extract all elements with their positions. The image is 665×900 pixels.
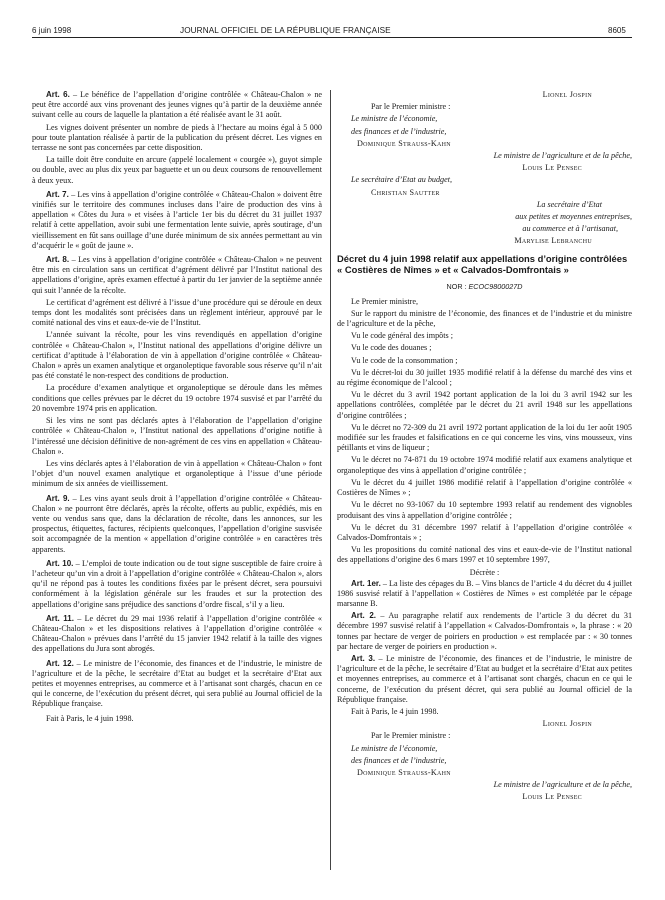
- secretary-budget-title: Le secrétaire d’Etat au budget,: [351, 175, 453, 185]
- header-rule: [32, 37, 632, 38]
- signature-prime-minister-2: Lionel Jospin: [542, 719, 592, 729]
- header-title: JOURNAL OFFICIEL DE LA RÉPUBLIQUE FRANÇAISE: [180, 26, 391, 35]
- decree-article-1-heading: Art. 1er.: [351, 578, 381, 588]
- decree-article-3-heading: Art. 3.: [351, 653, 376, 663]
- article-10-p1: [32, 559, 322, 610]
- article-9-p1: [32, 494, 322, 555]
- secretary-sme-line1: La secrétaire d’Etat: [536, 199, 602, 209]
- decree-article-2-heading: Art. 2.: [351, 611, 376, 621]
- visa-4: Vu le code de la consommation ;: [351, 355, 458, 365]
- article-8-p2: Le certificat d’agrément est délivré à l’issue d’une procédure qui se déroule en deux temps dont les modalités sont précisées dans un règlement intérieur, approuvé par le comité national des vins et eaux-de-vie de l’Institut.: [32, 297, 322, 328]
- article-8-p1: [32, 255, 322, 296]
- article-8-p6: Les vins déclarés aptes à l’élaboration de vin à appellation « Château-Chalon » font l’objet d’un nouvel examen analytique et organoleptique à l’issue d’une période minimum de six années de vieillissement.: [32, 458, 322, 489]
- article-6-text: – Le bénéfice de l’appellation d’origine contrôlée « Château-Chalon » ne peut être accordé aux vins provenant des jeunes vignes qu’à partir de la deuxième année suivant celle au cours de laquelle la plantation a été réalisée avant le 31 août.: [32, 90, 322, 120]
- minister-economy-2-name: Dominique Strauss-Kahn: [357, 767, 451, 777]
- decree-article-1: [337, 579, 632, 610]
- decree-title: Décret du 4 juin 1998 relatif aux appellations d’origine contrôlées « Costières de Nîmes » et « Calvados-Domfrontais »: [337, 252, 628, 276]
- article-6-p1: [32, 90, 322, 121]
- article-8-p5: Si les vins ne sont pas déclarés aptes à l’élaboration de l’appellation d’origine contrôlée « Château-Chalon », l’Institut national des appellations d’origine notifie à l’intéressé une décision définitive de non-agrément de ces vins en appellation « Château-Chalon ».: [32, 416, 322, 456]
- article-7-p1: [32, 190, 322, 251]
- visa-7: Vu le décret no 72-309 du 21 avril 1972 portant application de la loi du 1er août 1905 modifiée sur les fraudes et falsifications en ce qui concerne les vins, vins mousseux, vins pétillants et vins de liqueur ;: [337, 422, 632, 453]
- minister-economy-2-line2: des finances et de l’industrie,: [351, 755, 447, 765]
- header-page-number: 8605: [608, 26, 626, 35]
- decree-article-1-text: – La liste des cépages du B. – Vins blancs de l’article 4 du décret du 4 juillet 1986 susvisé relatif à l’appellation « Costières de Nîmes » est complétée par le cépage marsanne B.: [337, 578, 632, 608]
- minister-agriculture-2-name: Louis Le Pensec: [522, 792, 582, 802]
- article-7-text: – Les vins à appellation d’origine contrôlée « Château-Chalon » doivent être vinifiés sur le territoire des communes incluses dans l’aire de production des vins à appellation « Côtes du Jura » et visées à l’article 1er bis du décret du 31 juillet 1937 relatif à cette appellation, avoir subi une fermentation lente suivie, après soutirage, d’un vieillissement en fût sans ouillage d’une durée minimum de six années permettant au vin d’acquérir le « goût de jaune ».: [32, 189, 322, 250]
- visa-5: Vu le décret-loi du 30 juillet 1935 modifié relatif à la défense du marché des vins et au régime économique de l’alcool ;: [337, 367, 632, 388]
- secretary-sme-line2: aux petites et moyennes entreprises,: [515, 212, 632, 222]
- done-at-paris-right: Fait à Paris, le 4 juin 1998.: [351, 706, 439, 716]
- minister-economy-2-line1: Le ministre de l’économie,: [351, 743, 438, 753]
- minister-agriculture-title: Le ministre de l’agriculture et de la pêche,: [493, 151, 632, 161]
- decree-article-3-text: – Le ministre de l’économie, des finances et de l’industrie, le ministre de l’agriculture et de la pêche, le secrétaire d’Etat au budget et la secrétaire d’Etat aux petites et moyennes entreprises, au commerce et à l’artisanat sont chargés, chacun en ce qui le concerne, de l’exécution du présent décret, qui sera publié au Journal officiel de la République française.: [337, 653, 632, 704]
- visa-3: Vu le code des douanes ;: [351, 343, 432, 353]
- right-column: [337, 90, 632, 805]
- visa-6: Vu le décret du 3 avril 1942 portant application de la loi du 3 avril 1942 sur les appellations contrôlées, complétée par le décret du 21 avril 1948 sur les appellations d’origine contrôlées ;: [337, 390, 632, 420]
- article-8-p3: L’année suivant la récolte, pour les vins revendiqués en appellation d’origine contrôlée « Château-Chalon », l’Institut national des appellations d’origine délivre un certificat d’aptitude à l’élaboration de vin à appellation d’origine contrôlée « Château-Chalon » après un examen analytique et organoleptique favorable sous réserve qu’il n’ait pas été constaté le non-respect des conditions de production.: [32, 330, 322, 381]
- article-11-p1: [32, 614, 322, 655]
- article-8-p4: La procédure d’examen analytique et organoleptique se déroule dans les mêmes conditions que celles prévues par le décret du 19 octobre 1974 susvisé et par l’arrêté du 20 novembre 1974 pris en application.: [32, 383, 322, 413]
- article-6-p2: Les vignes doivent présenter un nombre de pieds à l’hectare au moins égal à 5 000 pour toute plantation réalisée à partir de la publication du présent décret. Les vignes en terrasse ne sont pas concernées par cette disposition.: [32, 122, 322, 153]
- article-7-heading: Art. 7.: [46, 189, 69, 199]
- header-date: 6 juin 1998: [32, 26, 72, 35]
- article-8-heading: Art. 8.: [46, 255, 70, 265]
- nor-code: ECOC9800027D: [468, 281, 523, 291]
- nor-label: NOR :: [446, 281, 469, 291]
- visa-8: Vu le décret no 74-871 du 19 octobre 1974 modifié relatif aux examens analytique et organoleptique des vins à appellation d’origine contrôlée ;: [337, 455, 632, 475]
- article-10-heading: Art. 10.: [46, 558, 74, 568]
- minister-economy-line1: Le ministre de l’économie,: [351, 114, 438, 124]
- decree-article-2-text: – Au paragraphe relatif aux rendements de l’article 3 du décret du 31 décembre 1997 susvisé relatif à l’appellation « Calvados-Domfrontais », la phrase : « 20 tonnes par hectare de verger de poiriers en production » est remplacée par : « 30 tonnes par hectare de verger de poiriers en production ».: [337, 611, 632, 651]
- column-divider: [330, 90, 331, 870]
- signature-prime-minister: Lionel Jospin: [542, 90, 592, 99]
- visa-2: Vu le code général des impôts ;: [351, 331, 453, 341]
- visa-12: Vu les propositions du comité national des vins et eaux-de-vie de l’Institut national des appellations d’origine des 6 mars 1997 et 10 septembre 1997,: [337, 545, 632, 565]
- secretary-budget-name: Christian Sautter: [371, 187, 440, 197]
- visa-10: Vu le décret no 93-1067 du 10 septembre 1993 relatif au rendement des vignobles produisant des vins à appellation d’origine contrôlée ;: [337, 500, 632, 520]
- article-6-p3: La taille doit être conduite en arcure (appelé localement « courgée »), guyot simple ou double, avec au plus dix yeux par baguette et un ou deux coursons de renouvellement à deux yeux.: [32, 155, 322, 185]
- visa-11: Vu le décret du 31 décembre 1997 relatif à l’appellation d’origine contrôlée « Calvados-Domfrontais » ;: [337, 522, 632, 542]
- minister-economy-line2: des finances et de l’industrie,: [351, 126, 447, 136]
- visa-1: Sur le rapport du ministre de l’économie, des finances et de l’industrie et du ministre de l’agriculture et de la pêche,: [337, 308, 632, 329]
- secretary-sme-name: Marylise Lebranchu: [514, 236, 592, 246]
- left-column: [32, 90, 322, 726]
- article-6-heading: Art. 6.: [46, 90, 70, 99]
- decree-article-2: [337, 611, 632, 652]
- minister-agriculture-name: Louis Le Pensec: [522, 163, 582, 173]
- article-12-heading: Art. 12.: [46, 658, 74, 668]
- secretary-sme-line3: au commerce et à l’artisanat,: [522, 224, 618, 234]
- decrees-label: Décrète :: [469, 567, 500, 577]
- visa-9: Vu le décret du 4 juillet 1986 modifié relatif à l’appellation d’origine contrôlée « Costières de Nîmes » ;: [337, 477, 632, 498]
- article-9-text: – Les vins ayant seuls droit à l’appellation d’origine contrôlée « Château-Chalon » ne pourront être déclarés, après la récolte, offerts au public, expédiés, mis en vente ou vendus sans que, dans la déclaration de récolte, dans les annonces, sur les prospectus, étiquettes, factures, récipients quelconques, l’appellation d’origine susvisée soit accompagnée de la mention « appellation d’origine contrôlée » en caractères très apparents.: [32, 493, 322, 554]
- article-11-text: – Le décret du 29 mai 1936 relatif à l’appellation d’origine contrôlée « Château-Chalon » et les dispositions relatives à l’appellation d’origine contrôlée « Château-Chalon » prévues dans l’arrêté du 15 janvier 1942 relatif à la taille des vignes des appellations du Jura sont abrogés.: [32, 613, 322, 654]
- article-8-text: – Les vins à appellation d’origine contrôlée « Château-Chalon » ne peuvent être mis en circulation sans un certificat d’agrément délivré par l’Institut national des appellations d’origine, après examen effectué à partir du 1er janvier de la septième année qui suit l’année de la récolte.: [32, 255, 322, 295]
- article-12-text: – Le ministre de l’économie, des finances et de l’industrie, le ministre de l’agriculture et de la pêche, le secrétaire d’Etat au budget et la secrétaire d’Etat aux petites et moyennes entreprises, au commerce et à l’artisanat sont chargés, chacun en ce qui le concerne, de l’exécution du présent décret, qui sera publié au Journal officiel de la République française.: [32, 658, 322, 709]
- by-prime-minister-label: Par le Premier ministre :: [371, 102, 451, 112]
- article-10-text: – L’emploi de toute indication ou de tout signe susceptible de faire croire à l’acheteur qu’un vin a droit à l’appellation d’origine contrôlée « Château-Chalon », alors qu’il ne répond pas à toutes les conditions fixées par le présent décret, sera poursuivi conformément à la législation générale sur les fraudes et sur la protection des appellations d’origine sans préjudice des sanctions d’ordre fiscal, s’il y a lieu.: [32, 558, 322, 609]
- minister-economy-name: Dominique Strauss-Kahn: [357, 138, 451, 148]
- by-prime-minister-label-2: Par le Premier ministre :: [371, 731, 451, 741]
- minister-agriculture-2-title: Le ministre de l’agriculture et de la pêche,: [493, 780, 632, 790]
- done-at-paris-left: Fait à Paris, le 4 juin 1998.: [46, 713, 134, 723]
- decree-article-3: [337, 654, 632, 705]
- nor-reference: [337, 282, 632, 291]
- article-11-heading: Art. 11.: [46, 613, 74, 623]
- article-9-heading: Art. 9.: [46, 493, 70, 503]
- prime-minister-intro: Le Premier ministre,: [351, 296, 419, 306]
- article-12-p1: [32, 659, 322, 710]
